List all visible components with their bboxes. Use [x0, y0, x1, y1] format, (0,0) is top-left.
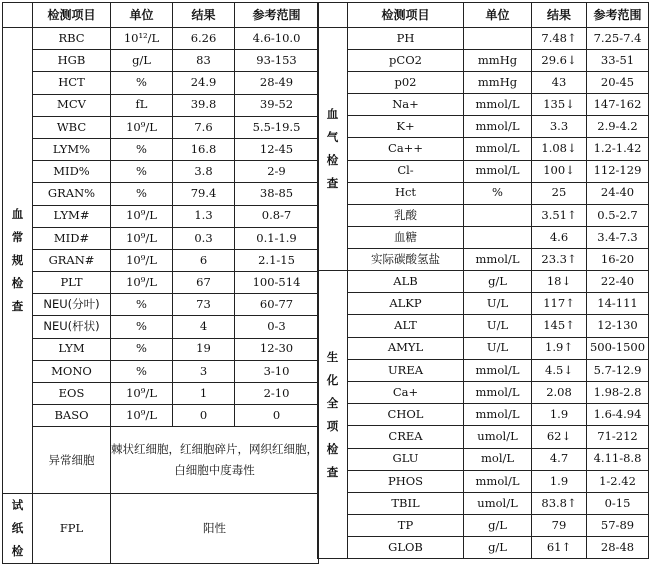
test-item: PLT — [33, 272, 111, 294]
test-reference-range: 28-49 — [235, 72, 319, 94]
test-reference-range: 38-85 — [235, 183, 319, 205]
category-char: 血 — [11, 207, 24, 222]
test-unit: 10⁹/L — [111, 272, 173, 294]
test-result: 43 — [532, 72, 587, 94]
table-row — [318, 182, 649, 204]
test-reference-range: 1.2-1.42 — [587, 138, 649, 160]
test-item: GRAN% — [33, 183, 111, 205]
test-item: MID% — [33, 161, 111, 183]
test-unit: mol/L — [464, 448, 532, 470]
header-unit: 单位 — [464, 3, 532, 28]
header-item: 检测项目 — [33, 3, 111, 28]
test-result: 67 — [173, 272, 235, 294]
table-row — [318, 426, 649, 448]
category-char: 查 — [326, 176, 339, 191]
category-blood-gas — [318, 28, 348, 271]
test-result: 0 — [173, 405, 235, 427]
test-item: LYM# — [33, 205, 111, 227]
test-item: Cl- — [348, 160, 464, 182]
test-unit: 10⁹/L — [111, 383, 173, 405]
test-unit: mmol/L — [464, 404, 532, 426]
table-row — [3, 272, 319, 294]
test-result: 6.26 — [173, 28, 235, 50]
table-row — [318, 138, 649, 160]
table-row — [318, 515, 649, 537]
category-char: 检 — [326, 441, 339, 456]
test-unit: % — [111, 161, 173, 183]
test-unit: g/L — [464, 515, 532, 537]
test-reference-range: 100-514 — [235, 272, 319, 294]
test-result: 83 — [173, 50, 235, 72]
category-char: 检 — [11, 276, 24, 291]
category-char: 常 — [11, 230, 24, 245]
table-row — [3, 116, 319, 138]
category-char: 全 — [326, 395, 339, 410]
test-unit: 10¹²/L — [111, 28, 173, 50]
test-item: GLU — [348, 448, 464, 470]
test-item: Ca++ — [348, 138, 464, 160]
table-row — [318, 116, 649, 138]
test-result: 79 — [532, 515, 587, 537]
table-row — [318, 337, 649, 359]
test-item: CREA — [348, 426, 464, 448]
test-result: 39.8 — [173, 94, 235, 116]
table-row — [3, 50, 319, 72]
test-item: Na+ — [348, 94, 464, 116]
test-unit: 10⁹/L — [111, 405, 173, 427]
category-blood-routine — [3, 28, 33, 494]
test-reference-range: 71-212 — [587, 426, 649, 448]
test-result: 4.5↓ — [532, 359, 587, 381]
test-item: 血糖 — [348, 226, 464, 248]
test-item: 异常细胞 — [33, 427, 111, 494]
table-row — [318, 404, 649, 426]
test-reference-range: 2-9 — [235, 161, 319, 183]
header-ref: 参考范围 — [235, 3, 319, 28]
test-item: HGB — [33, 50, 111, 72]
table-row — [318, 448, 649, 470]
test-item: LYM — [33, 338, 111, 360]
test-item: NEU(分叶) — [33, 294, 111, 316]
test-result: 7.6 — [173, 116, 235, 138]
test-reference-range: 0.5-2.7 — [587, 204, 649, 226]
test-reference-range: 57-89 — [587, 515, 649, 537]
test-reference-range: 39-52 — [235, 94, 319, 116]
table-row — [318, 248, 649, 270]
test-item: 乳酸 — [348, 204, 464, 226]
table-row — [318, 28, 649, 50]
test-result: 19 — [173, 338, 235, 360]
test-item: AMYL — [348, 337, 464, 359]
test-item: ALKP — [348, 293, 464, 315]
test-unit: % — [111, 183, 173, 205]
test-unit: 10⁹/L — [111, 249, 173, 271]
table-header-row — [318, 3, 649, 28]
category-biochemistry — [318, 271, 348, 559]
test-reference-range: 3-10 — [235, 360, 319, 382]
table-row — [318, 271, 649, 293]
test-item: UREA — [348, 359, 464, 381]
test-result: 79.4 — [173, 183, 235, 205]
header-ref: 参考范围 — [587, 3, 649, 28]
test-unit: 10⁹/L — [111, 205, 173, 227]
test-result: 1.9 — [532, 404, 587, 426]
test-item: PH — [348, 28, 464, 50]
test-reference-range: 0 — [235, 405, 319, 427]
test-reference-range: 2.9-4.2 — [587, 116, 649, 138]
test-unit: g/L — [464, 271, 532, 293]
test-reference-range: 5.5-19.5 — [235, 116, 319, 138]
test-item: LYM% — [33, 138, 111, 160]
test-result: 4.6 — [532, 226, 587, 248]
test-item: PHOS — [348, 470, 464, 492]
test-unit: umol/L — [464, 426, 532, 448]
test-unit: % — [111, 294, 173, 316]
test-result: 7.48↑ — [532, 28, 587, 50]
table-row — [3, 138, 319, 160]
test-result: 3 — [173, 360, 235, 382]
test-reference-range: 500-1500 — [587, 337, 649, 359]
table-row — [3, 28, 319, 50]
test-result: 100↓ — [532, 160, 587, 182]
table-row — [318, 492, 649, 514]
test-unit: 10⁹/L — [111, 116, 173, 138]
table-row — [3, 72, 319, 94]
test-item: Hct — [348, 182, 464, 204]
table-row — [318, 94, 649, 116]
test-result: 1.9↑ — [532, 337, 587, 359]
test-reference-range: 28-48 — [587, 537, 649, 559]
test-result: 1.9 — [532, 470, 587, 492]
category-char: 试 — [11, 498, 24, 513]
table-row — [318, 50, 649, 72]
test-unit: mmol/L — [464, 160, 532, 182]
right-results-table — [317, 2, 649, 559]
test-reference-range: 4.11-8.8 — [587, 448, 649, 470]
test-unit: % — [111, 72, 173, 94]
category-char: 查 — [326, 464, 339, 479]
header-unit: 单位 — [111, 3, 173, 28]
test-item: FPL — [33, 494, 111, 564]
test-item: MCV — [33, 94, 111, 116]
test-unit: mmHg — [464, 50, 532, 72]
test-result: 4 — [173, 316, 235, 338]
test-result: 1 — [173, 383, 235, 405]
test-reference-range: 1.98-2.8 — [587, 381, 649, 403]
table-row — [318, 226, 649, 248]
table-row — [3, 360, 319, 382]
test-result: 0.3 — [173, 227, 235, 249]
test-unit: U/L — [464, 293, 532, 315]
table-row — [3, 161, 319, 183]
test-unit: % — [111, 138, 173, 160]
header-item: 检测项目 — [348, 3, 464, 28]
test-item: 实际碳酸氢盐 — [348, 248, 464, 270]
test-reference-range: 16-20 — [587, 248, 649, 270]
test-item: EOS — [33, 383, 111, 405]
test-reference-range: 14-111 — [587, 293, 649, 315]
test-item: K+ — [348, 116, 464, 138]
table-row — [3, 205, 319, 227]
test-reference-range: 3.4-7.3 — [587, 226, 649, 248]
category-char: 检 — [326, 153, 339, 168]
test-reference-range: 0.8-7 — [235, 205, 319, 227]
test-item: WBC — [33, 116, 111, 138]
test-reference-range: 20-45 — [587, 72, 649, 94]
table-row — [3, 405, 319, 427]
test-result: 145↑ — [532, 315, 587, 337]
test-result: 117↑ — [532, 293, 587, 315]
test-reference-range: 2-10 — [235, 383, 319, 405]
test-item: NEU(杆状) — [33, 316, 111, 338]
test-item: TP — [348, 515, 464, 537]
test-result: 3.8 — [173, 161, 235, 183]
test-reference-range: 12-30 — [235, 338, 319, 360]
table-row — [3, 294, 319, 316]
test-item: p02 — [348, 72, 464, 94]
test-result: 73 — [173, 294, 235, 316]
category-char: 血 — [326, 107, 339, 122]
test-reference-range: 60-77 — [235, 294, 319, 316]
test-unit: mmol/L — [464, 359, 532, 381]
test-item: BASO — [33, 405, 111, 427]
header-result: 结果 — [532, 3, 587, 28]
test-item: ALT — [348, 315, 464, 337]
test-item: Ca+ — [348, 381, 464, 403]
test-unit: mmol/L — [464, 381, 532, 403]
test-unit: mmol/L — [464, 470, 532, 492]
table-row — [318, 470, 649, 492]
test-result: 24.9 — [173, 72, 235, 94]
test-result: 1.3 — [173, 205, 235, 227]
test-unit: fL — [111, 94, 173, 116]
table-row — [318, 293, 649, 315]
test-unit — [464, 204, 532, 226]
table-row — [3, 94, 319, 116]
table-row — [3, 383, 319, 405]
table-row — [318, 315, 649, 337]
category-char: 规 — [11, 253, 24, 268]
table-row — [318, 381, 649, 403]
test-result: 3.51↑ — [532, 204, 587, 226]
table-row — [3, 494, 319, 564]
test-unit: g/L — [111, 50, 173, 72]
test-result: 61↑ — [532, 537, 587, 559]
test-result: 阳性 — [111, 494, 319, 564]
test-reference-range: 93-153 — [235, 50, 319, 72]
table-row — [3, 427, 319, 494]
test-unit: g/L — [464, 537, 532, 559]
test-unit: % — [111, 360, 173, 382]
test-unit: mmol/L — [464, 138, 532, 160]
test-reference-range: 2.1-15 — [235, 249, 319, 271]
test-reference-range: 7.25-7.4 — [587, 28, 649, 50]
category-char: 纸 — [11, 521, 24, 536]
test-unit: % — [111, 316, 173, 338]
test-reference-range: 33-51 — [587, 50, 649, 72]
test-result: 62↓ — [532, 426, 587, 448]
table-row — [3, 227, 319, 249]
test-reference-range: 0-15 — [587, 492, 649, 514]
header-category — [3, 3, 33, 28]
test-unit: 10⁹/L — [111, 227, 173, 249]
test-reference-range: 12-45 — [235, 138, 319, 160]
test-unit: mmol/L — [464, 94, 532, 116]
test-reference-range: 5.7-12.9 — [587, 359, 649, 381]
category-char: 气 — [326, 130, 339, 145]
test-result: 2.08 — [532, 381, 587, 403]
test-unit — [464, 28, 532, 50]
test-result: 23.3↑ — [532, 248, 587, 270]
test-unit: umol/L — [464, 492, 532, 514]
test-item: pCO2 — [348, 50, 464, 72]
test-unit: U/L — [464, 315, 532, 337]
test-unit — [464, 226, 532, 248]
test-unit: mmol/L — [464, 248, 532, 270]
test-result: 6 — [173, 249, 235, 271]
category-char: 化 — [326, 372, 339, 387]
test-reference-range: 4.6-10.0 — [235, 28, 319, 50]
test-item: TBIL — [348, 492, 464, 514]
test-item: CHOL — [348, 404, 464, 426]
test-result: 29.6↓ — [532, 50, 587, 72]
category-test-paper — [3, 494, 33, 564]
abnormal-cells-description: 棘状红细胞，红细胞碎片，网织红细胞，白细胞中度毒性 — [111, 427, 319, 494]
test-item: MONO — [33, 360, 111, 382]
test-result: 16.8 — [173, 138, 235, 160]
test-reference-range: 24-40 — [587, 182, 649, 204]
test-result: 3.3 — [532, 116, 587, 138]
left-results-table — [2, 2, 319, 564]
table-row — [3, 316, 319, 338]
test-reference-range: 0-3 — [235, 316, 319, 338]
test-reference-range: 0.1-1.9 — [235, 227, 319, 249]
test-result: 83.8↑ — [532, 492, 587, 514]
table-row — [318, 72, 649, 94]
test-result: 4.7 — [532, 448, 587, 470]
table-row — [318, 359, 649, 381]
test-item: HCT — [33, 72, 111, 94]
test-item: ALB — [348, 271, 464, 293]
table-row — [318, 537, 649, 559]
test-unit: % — [111, 338, 173, 360]
category-char: 检 — [11, 544, 24, 559]
table-row — [3, 338, 319, 360]
test-item: MID# — [33, 227, 111, 249]
test-unit: % — [464, 182, 532, 204]
test-unit: mmHg — [464, 72, 532, 94]
test-unit: U/L — [464, 337, 532, 359]
test-reference-range: 112-129 — [587, 160, 649, 182]
category-char: 生 — [326, 349, 339, 364]
test-item: RBC — [33, 28, 111, 50]
test-reference-range: 147-162 — [587, 94, 649, 116]
test-result: 25 — [532, 182, 587, 204]
table-row — [318, 204, 649, 226]
test-item: GLOB — [348, 537, 464, 559]
test-result: 135↓ — [532, 94, 587, 116]
test-result: 1.08↓ — [532, 138, 587, 160]
test-reference-range: 1.6-4.94 — [587, 404, 649, 426]
table-row — [3, 249, 319, 271]
header-result: 结果 — [173, 3, 235, 28]
test-reference-range: 1-2.42 — [587, 470, 649, 492]
table-row — [318, 160, 649, 182]
test-unit: mmol/L — [464, 116, 532, 138]
category-char: 项 — [326, 418, 339, 433]
table-header-row — [3, 3, 319, 28]
test-reference-range: 22-40 — [587, 271, 649, 293]
test-result: 18↓ — [532, 271, 587, 293]
table-row — [3, 183, 319, 205]
header-category — [318, 3, 348, 28]
test-reference-range: 12-130 — [587, 315, 649, 337]
category-char: 查 — [11, 299, 24, 314]
test-item: GRAN# — [33, 249, 111, 271]
